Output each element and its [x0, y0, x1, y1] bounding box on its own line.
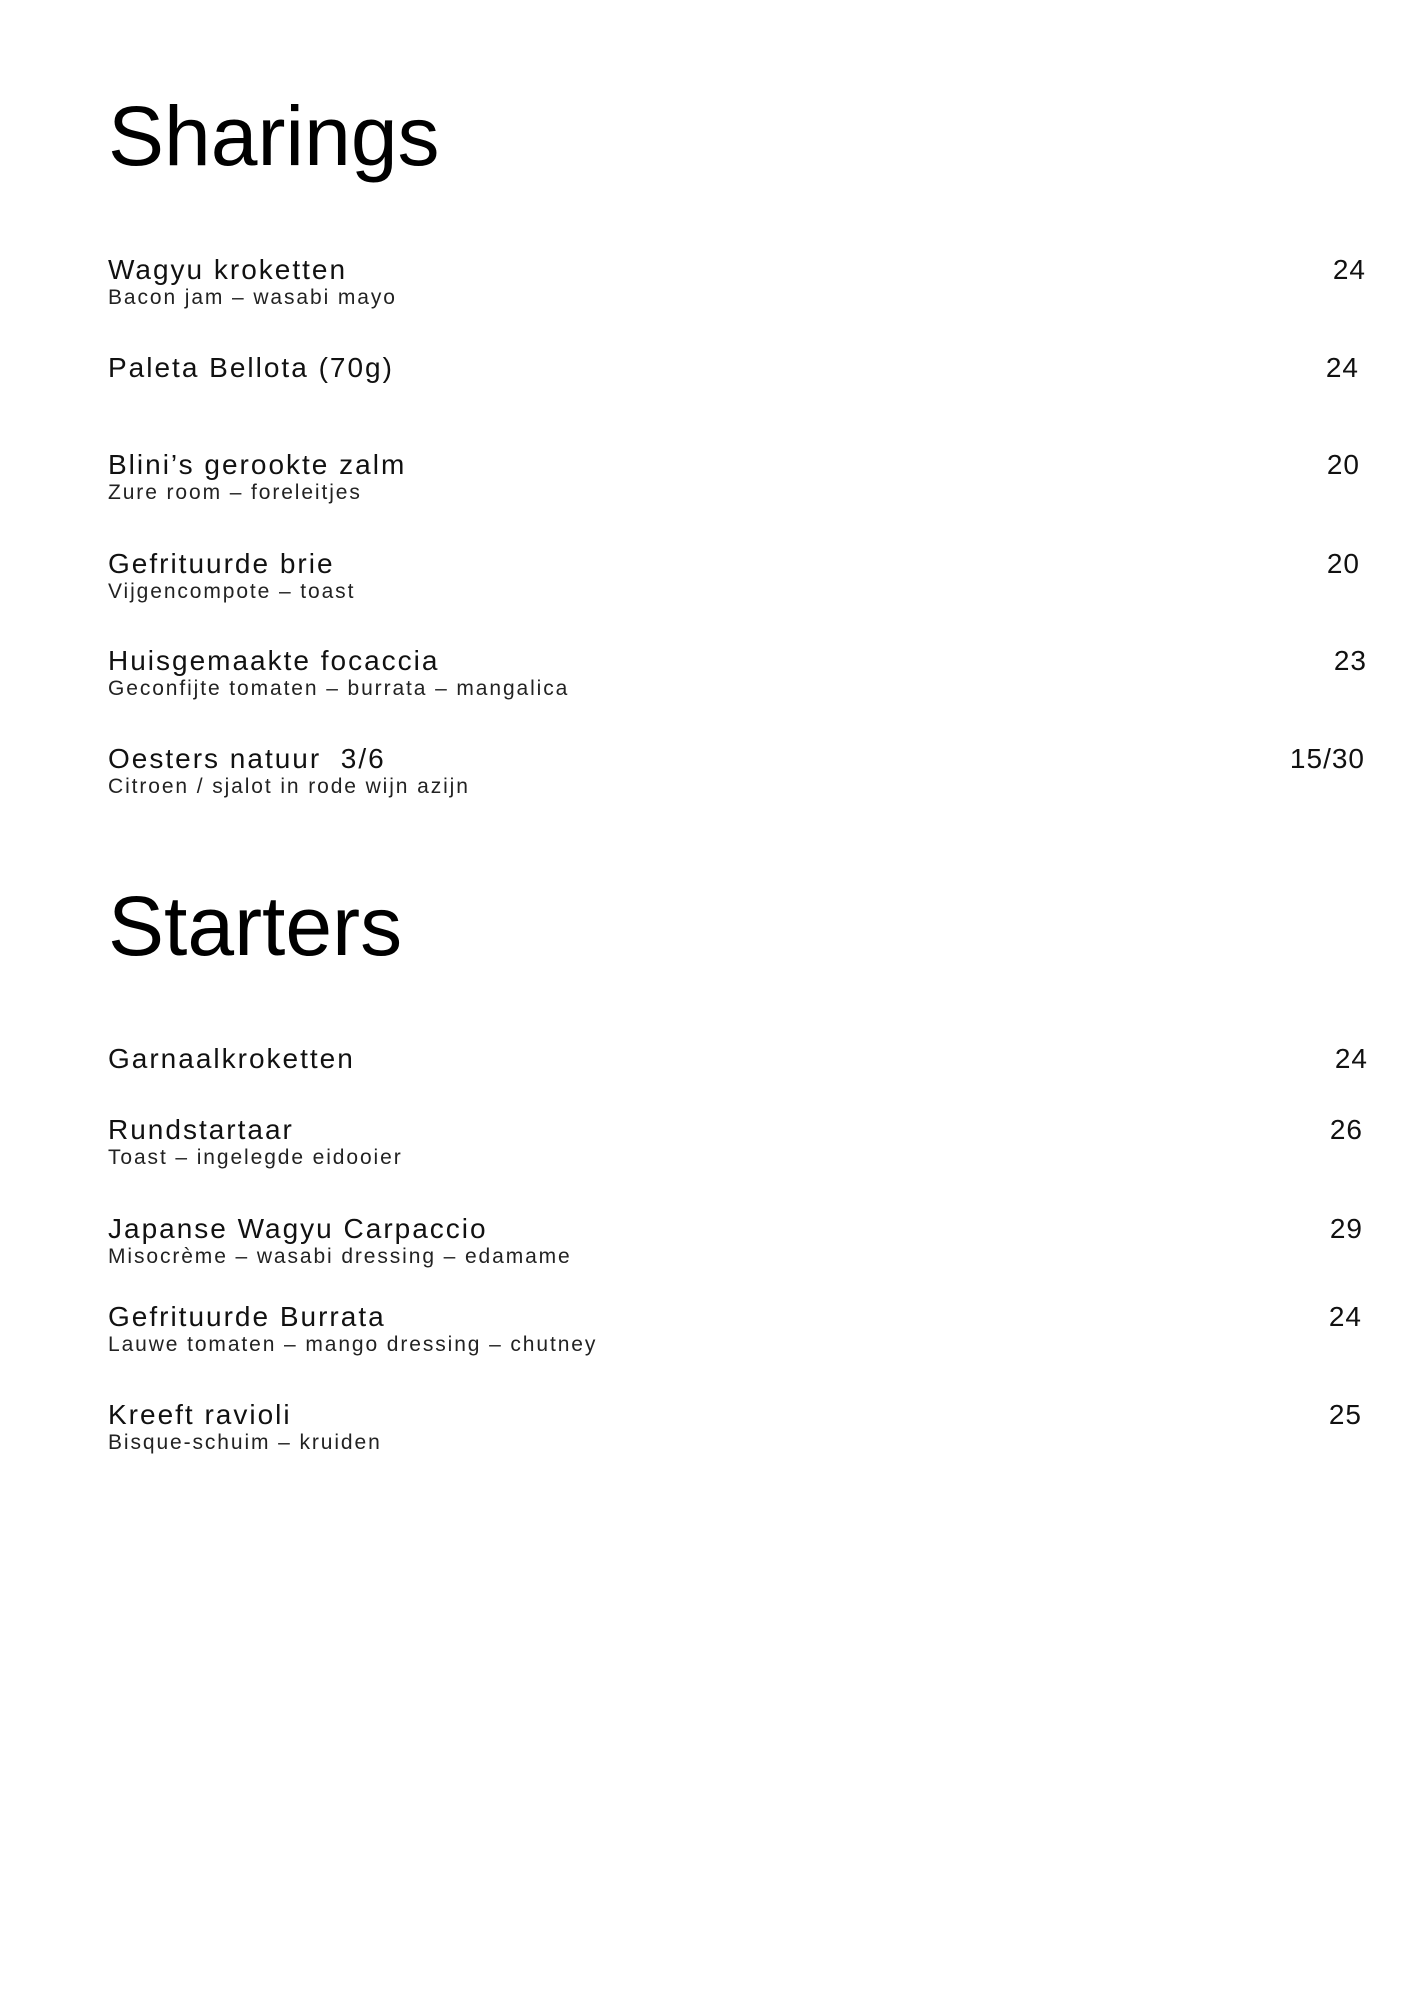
item-price: 24: [1334, 1043, 1368, 1074]
item-price: 23: [1333, 645, 1367, 676]
item-description: Bacon jam – wasabi mayo: [108, 286, 397, 309]
section-title: Starters: [108, 879, 403, 973]
item-description: Geconfijte tomaten – burrata – mangalica: [108, 677, 570, 700]
item-name: Paleta Bellota (70g): [108, 352, 394, 383]
item-name: Blini’s gerookte zalm: [108, 449, 407, 480]
item-description: Vijgencompote – toast: [108, 580, 356, 603]
menu-item: [108, 647, 1415, 717]
item-price: 24: [1332, 254, 1366, 285]
item-name: Gefrituurde brie: [108, 548, 335, 579]
item-price: 15/30: [1289, 743, 1365, 774]
item-name: Japanse Wagyu Carpaccio: [108, 1213, 488, 1244]
item-description: Toast – ingelegde eidooier: [108, 1146, 403, 1169]
item-description: Zure room – foreleitjes: [108, 481, 362, 504]
item-description: Misocrème – wasabi dressing – edamame: [108, 1245, 572, 1268]
item-price: 24: [1328, 1301, 1362, 1332]
item-price: 25: [1328, 1399, 1362, 1430]
item-name: Garnaalkroketten: [108, 1043, 355, 1074]
menu-item: [108, 1215, 1415, 1285]
item-description: Bisque-schuim – kruiden: [108, 1431, 382, 1454]
item-price: 26: [1329, 1114, 1363, 1145]
item-name: Huisgemaakte focaccia: [108, 645, 440, 676]
item-price: 24: [1325, 352, 1359, 383]
menu-item: [108, 1045, 1415, 1115]
item-name: Kreeft ravioli: [108, 1399, 292, 1430]
item-name: Oesters natuur 3/6: [108, 743, 386, 774]
item-name: Wagyu kroketten: [108, 254, 348, 285]
menu-item: [108, 1303, 1415, 1373]
menu-item: [108, 451, 1415, 521]
item-price: 20: [1326, 449, 1360, 480]
menu-item: [108, 550, 1415, 620]
menu-item: [108, 1401, 1415, 1471]
menu-item: [108, 1116, 1415, 1186]
item-name: Rundstartaar: [108, 1114, 294, 1145]
menu-item: [108, 354, 1415, 424]
section-title: Sharings: [108, 89, 440, 183]
item-description: Citroen / sjalot in rode wijn azijn: [108, 775, 470, 798]
item-description: Lauwe tomaten – mango dressing – chutney: [108, 1333, 598, 1356]
item-price: 29: [1329, 1213, 1363, 1244]
menu-item: [108, 256, 1415, 326]
item-name: Gefrituurde Burrata: [108, 1301, 386, 1332]
item-price: 20: [1326, 548, 1360, 579]
menu-item: [108, 745, 1415, 815]
